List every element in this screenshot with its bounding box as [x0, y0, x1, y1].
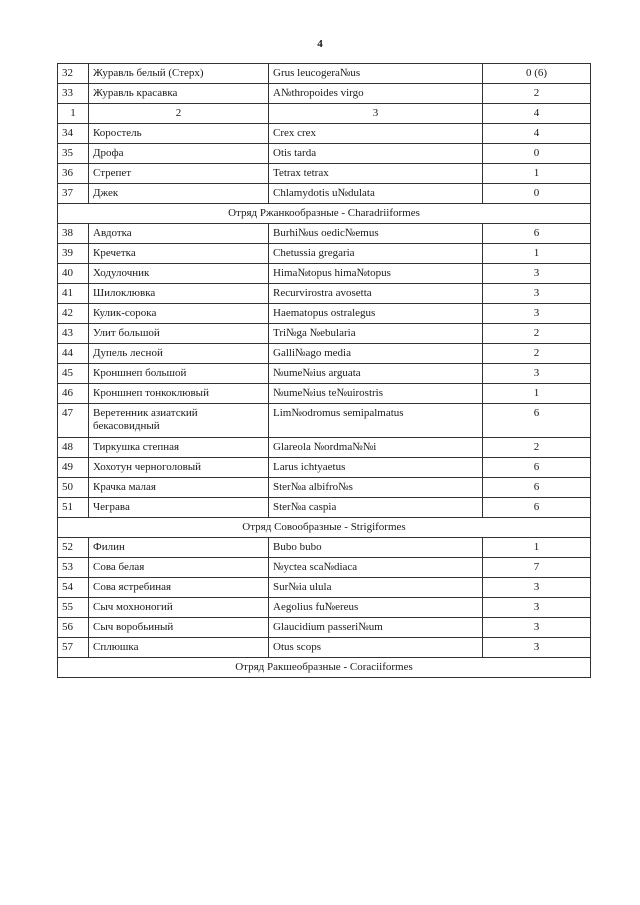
species-number-cell: 34: [58, 124, 89, 144]
species-category-cell: 6: [483, 478, 591, 498]
table-row: [58, 164, 591, 184]
table-row: [58, 304, 591, 324]
species-category-cell: 6: [483, 498, 591, 518]
species-number-cell: 33: [58, 84, 89, 104]
page-number: 4: [317, 38, 323, 50]
species-latin-name-cell: Tetrax tetrax: [269, 164, 483, 184]
species-number-cell: 40: [58, 264, 89, 284]
species-russian-name-cell: Сплюшка: [89, 638, 269, 658]
table-row: [58, 224, 591, 244]
species-category-cell: 3: [483, 304, 591, 324]
species-russian-name-cell: Крачка малая: [89, 478, 269, 498]
table-row: [58, 144, 591, 164]
species-category-cell: 2: [483, 438, 591, 458]
species-category-cell: 6: [483, 458, 591, 478]
species-number-cell: 52: [58, 538, 89, 558]
species-russian-name-cell: Сыч мохноногий: [89, 598, 269, 618]
species-russian-name-cell: Дупель лесной: [89, 344, 269, 364]
table-row: [58, 404, 591, 438]
species-latin-name-cell: Hima№topus hima№topus: [269, 264, 483, 284]
species-category-cell: 6: [483, 404, 591, 438]
species-number-cell: 57: [58, 638, 89, 658]
order-header-row: [58, 204, 591, 224]
species-category-cell: 2: [483, 344, 591, 364]
species-russian-name-cell: Улит большой: [89, 324, 269, 344]
species-number-cell: 42: [58, 304, 89, 324]
species-russian-name-cell: Кулик-сорока: [89, 304, 269, 324]
species-russian-name-cell: Шилоклювка: [89, 284, 269, 304]
species-number-cell: 50: [58, 478, 89, 498]
species-number-cell: 55: [58, 598, 89, 618]
species-latin-name-cell: Galli№ago media: [269, 344, 483, 364]
order-title: Отряд Совообразные - Strigiformes: [58, 518, 591, 538]
table-row: [58, 384, 591, 404]
species-russian-name-cell: Ходулочник: [89, 264, 269, 284]
species-latin-name-cell: Otis tarda: [269, 144, 483, 164]
species-category-cell: 3: [483, 638, 591, 658]
table-row: [58, 598, 591, 618]
species-latin-name-cell: 3: [269, 104, 483, 124]
species-latin-name-cell: Recurvirostra avosetta: [269, 284, 483, 304]
column-index-row: [58, 104, 591, 124]
species-russian-name-cell: Веретенник азиатский бекасовидный: [89, 404, 269, 438]
species-number-cell: 54: [58, 578, 89, 598]
species-russian-name-cell: Сова белая: [89, 558, 269, 578]
species-russian-name-cell: Кроншнеп большой: [89, 364, 269, 384]
table-row: [58, 638, 591, 658]
species-latin-name-cell: Burhi№us oedic№emus: [269, 224, 483, 244]
species-latin-name-cell: Otus scops: [269, 638, 483, 658]
species-latin-name-cell: Chetussia gregaria: [269, 244, 483, 264]
species-number-cell: 45: [58, 364, 89, 384]
species-number-cell: 53: [58, 558, 89, 578]
table-row: [58, 558, 591, 578]
species-category-cell: 0: [483, 184, 591, 204]
species-number-cell: 32: [58, 64, 89, 84]
species-latin-name-cell: Crex crex: [269, 124, 483, 144]
species-category-cell: 0: [483, 144, 591, 164]
species-russian-name-cell: Сова ястребиная: [89, 578, 269, 598]
species-russian-name-cell: Кроншнеп тонкоклювый: [89, 384, 269, 404]
species-number-cell: 46: [58, 384, 89, 404]
species-russian-name-cell: Кречетка: [89, 244, 269, 264]
table-row: [58, 538, 591, 558]
species-russian-name-cell: 2: [89, 104, 269, 124]
species-latin-name-cell: Grus leucogera№us: [269, 64, 483, 84]
species-latin-name-cell: Sur№ia ulula: [269, 578, 483, 598]
species-latin-name-cell: Bubo bubo: [269, 538, 483, 558]
table-row: [58, 458, 591, 478]
species-number-cell: 37: [58, 184, 89, 204]
species-russian-name-cell: Тиркушка степная: [89, 438, 269, 458]
species-latin-name-cell: Glaucidium passeri№um: [269, 618, 483, 638]
species-category-cell: 0 (6): [483, 64, 591, 84]
species-category-cell: 1: [483, 384, 591, 404]
species-category-cell: 3: [483, 578, 591, 598]
species-latin-name-cell: Glareola №ordma№№i: [269, 438, 483, 458]
species-latin-name-cell: Chlamydotis u№dulata: [269, 184, 483, 204]
species-number-cell: 47: [58, 404, 89, 438]
species-number-cell: 51: [58, 498, 89, 518]
species-category-cell: 4: [483, 124, 591, 144]
table-row: [58, 364, 591, 384]
table-row: [58, 64, 591, 84]
species-russian-name-cell: Журавль красавка: [89, 84, 269, 104]
table-row: [58, 344, 591, 364]
species-russian-name-cell: Джек: [89, 184, 269, 204]
species-table-body: [58, 64, 591, 678]
table-row: [58, 284, 591, 304]
species-number-cell: 43: [58, 324, 89, 344]
species-russian-name-cell: Журавль белый (Стерх): [89, 64, 269, 84]
species-category-cell: 3: [483, 618, 591, 638]
table-row: [58, 478, 591, 498]
species-category-cell: 3: [483, 598, 591, 618]
table-row: [58, 244, 591, 264]
species-number-cell: 36: [58, 164, 89, 184]
species-russian-name-cell: Стрепет: [89, 164, 269, 184]
table-row: [58, 264, 591, 284]
species-category-cell: 1: [483, 164, 591, 184]
order-title: Отряд Ржанкообразные - Charadriiformes: [58, 204, 591, 224]
species-latin-name-cell: №yctea sca№diaca: [269, 558, 483, 578]
table-row: [58, 184, 591, 204]
species-number-cell: 44: [58, 344, 89, 364]
species-russian-name-cell: Чеграва: [89, 498, 269, 518]
species-latin-name-cell: Larus ichtyaetus: [269, 458, 483, 478]
species-russian-name-cell: Коростель: [89, 124, 269, 144]
species-number-cell: 49: [58, 458, 89, 478]
species-number-cell: 1: [58, 104, 89, 124]
species-number-cell: 48: [58, 438, 89, 458]
species-latin-name-cell: №ume№ius te№uirostris: [269, 384, 483, 404]
species-number-cell: 38: [58, 224, 89, 244]
species-russian-name-cell: Сыч воробьиный: [89, 618, 269, 638]
species-latin-name-cell: A№thropoides virgo: [269, 84, 483, 104]
species-category-cell: 2: [483, 324, 591, 344]
species-category-cell: 2: [483, 84, 591, 104]
table-row: [58, 438, 591, 458]
species-category-cell: 3: [483, 364, 591, 384]
species-latin-name-cell: №ume№ius arguata: [269, 364, 483, 384]
species-number-cell: 35: [58, 144, 89, 164]
table-row: [58, 324, 591, 344]
species-category-cell: 1: [483, 244, 591, 264]
table-row: [58, 498, 591, 518]
species-russian-name-cell: Дрофа: [89, 144, 269, 164]
species-latin-name-cell: Lim№odromus semipalmatus: [269, 404, 483, 438]
species-category-cell: 3: [483, 264, 591, 284]
order-header-row: [58, 658, 591, 678]
table-row: [58, 84, 591, 104]
species-number-cell: 41: [58, 284, 89, 304]
species-russian-name-cell: Авдотка: [89, 224, 269, 244]
species-latin-name-cell: Ster№a caspia: [269, 498, 483, 518]
species-category-cell: 3: [483, 284, 591, 304]
order-header-row: [58, 518, 591, 538]
species-category-cell: 4: [483, 104, 591, 124]
species-latin-name-cell: Aegolius fu№ereus: [269, 598, 483, 618]
table-row: [58, 124, 591, 144]
species-table: [57, 63, 591, 678]
species-number-cell: 39: [58, 244, 89, 264]
species-latin-name-cell: Tri№ga №ebularia: [269, 324, 483, 344]
species-latin-name-cell: Haematopus ostralegus: [269, 304, 483, 324]
species-category-cell: 7: [483, 558, 591, 578]
order-title: Отряд Ракшеобразные - Coraciiformes: [58, 658, 591, 678]
table-row: [58, 578, 591, 598]
species-category-cell: 6: [483, 224, 591, 244]
species-latin-name-cell: Ster№a albifro№s: [269, 478, 483, 498]
table-row: [58, 618, 591, 638]
species-number-cell: 56: [58, 618, 89, 638]
species-category-cell: 1: [483, 538, 591, 558]
species-russian-name-cell: Филин: [89, 538, 269, 558]
species-russian-name-cell: Хохотун черноголовый: [89, 458, 269, 478]
